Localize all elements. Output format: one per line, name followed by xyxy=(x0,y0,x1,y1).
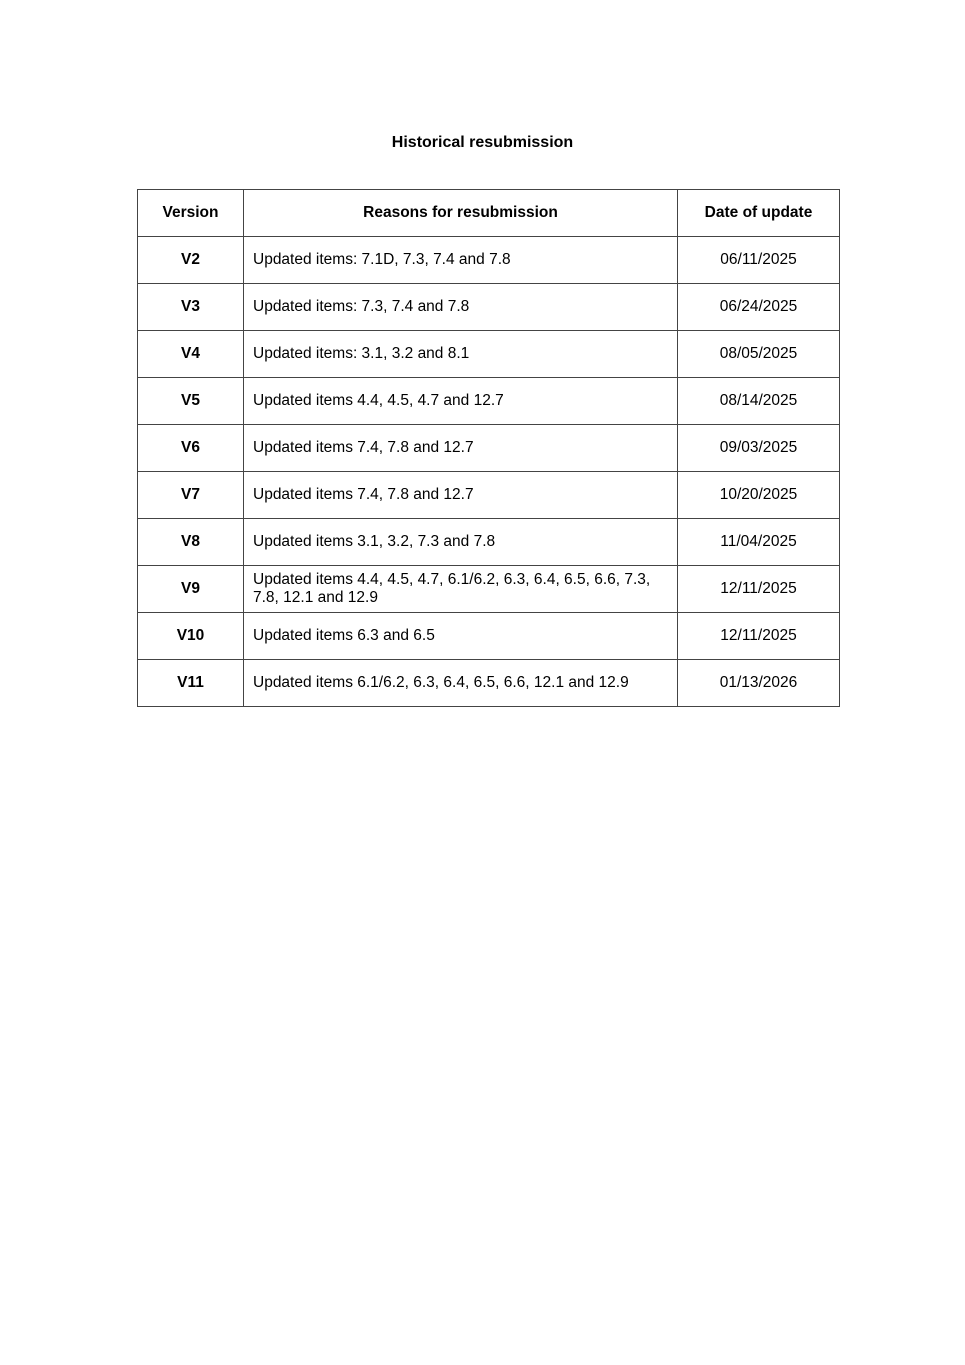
reason-cell: Updated items: 7.1D, 7.3, 7.4 and 7.8 xyxy=(244,237,678,284)
version-cell: V9 xyxy=(138,566,244,613)
page-title: Historical resubmission xyxy=(391,134,574,151)
date-cell: 06/11/2025 xyxy=(678,237,840,284)
version-cell: V6 xyxy=(138,425,244,472)
date-cell: 10/20/2025 xyxy=(678,472,840,519)
version-cell: V7 xyxy=(138,472,244,519)
date-cell: 08/05/2025 xyxy=(678,331,840,378)
table-row xyxy=(138,472,840,519)
table-row xyxy=(138,519,840,566)
reason-cell: Updated items 7.4, 7.8 and 12.7 xyxy=(244,472,678,519)
table-row xyxy=(138,566,840,613)
column-header-reason: Reasons for resubmission xyxy=(244,190,678,237)
date-cell: 06/24/2025 xyxy=(678,284,840,331)
version-cell: V4 xyxy=(138,331,244,378)
table-row xyxy=(138,237,840,284)
version-cell: V8 xyxy=(138,519,244,566)
date-cell: 01/13/2026 xyxy=(678,660,840,707)
table-row xyxy=(138,284,840,331)
date-cell: 08/14/2025 xyxy=(678,378,840,425)
reason-cell: Updated items 4.4, 4.5, 4.7 and 12.7 xyxy=(244,378,678,425)
reason-cell: Updated items: 7.3, 7.4 and 7.8 xyxy=(244,284,678,331)
version-cell: V5 xyxy=(138,378,244,425)
version-cell: V3 xyxy=(138,284,244,331)
reason-cell: Updated items 6.3 and 6.5 xyxy=(244,613,678,660)
table-header-row xyxy=(138,190,840,237)
date-cell: 12/11/2025 xyxy=(678,566,840,613)
column-header-date: Date of update xyxy=(678,190,840,237)
resubmission-table xyxy=(137,189,840,707)
table-row xyxy=(138,660,840,707)
table-row xyxy=(138,378,840,425)
reason-cell: Updated items: 3.1, 3.2 and 8.1 xyxy=(244,331,678,378)
reason-cell: Updated items 3.1, 3.2, 7.3 and 7.8 xyxy=(244,519,678,566)
date-cell: 11/04/2025 xyxy=(678,519,840,566)
table-row xyxy=(138,613,840,660)
date-cell: 12/11/2025 xyxy=(678,613,840,660)
column-header-version: Version xyxy=(138,190,244,237)
reason-cell: Updated items 7.4, 7.8 and 12.7 xyxy=(244,425,678,472)
version-cell: V10 xyxy=(138,613,244,660)
date-cell: 09/03/2025 xyxy=(678,425,840,472)
reason-cell: Updated items 4.4, 4.5, 4.7, 6.1/6.2, 6.3, 6.4, 6.5, 6.6, 7.3, 7.8, 12.1 and 12.9 xyxy=(244,566,678,613)
table-row xyxy=(138,425,840,472)
version-cell: V2 xyxy=(138,237,244,284)
table-row xyxy=(138,331,840,378)
reason-cell: Updated items 6.1/6.2, 6.3, 6.4, 6.5, 6.6, 12.1 and 12.9 xyxy=(244,660,678,707)
version-cell: V11 xyxy=(138,660,244,707)
